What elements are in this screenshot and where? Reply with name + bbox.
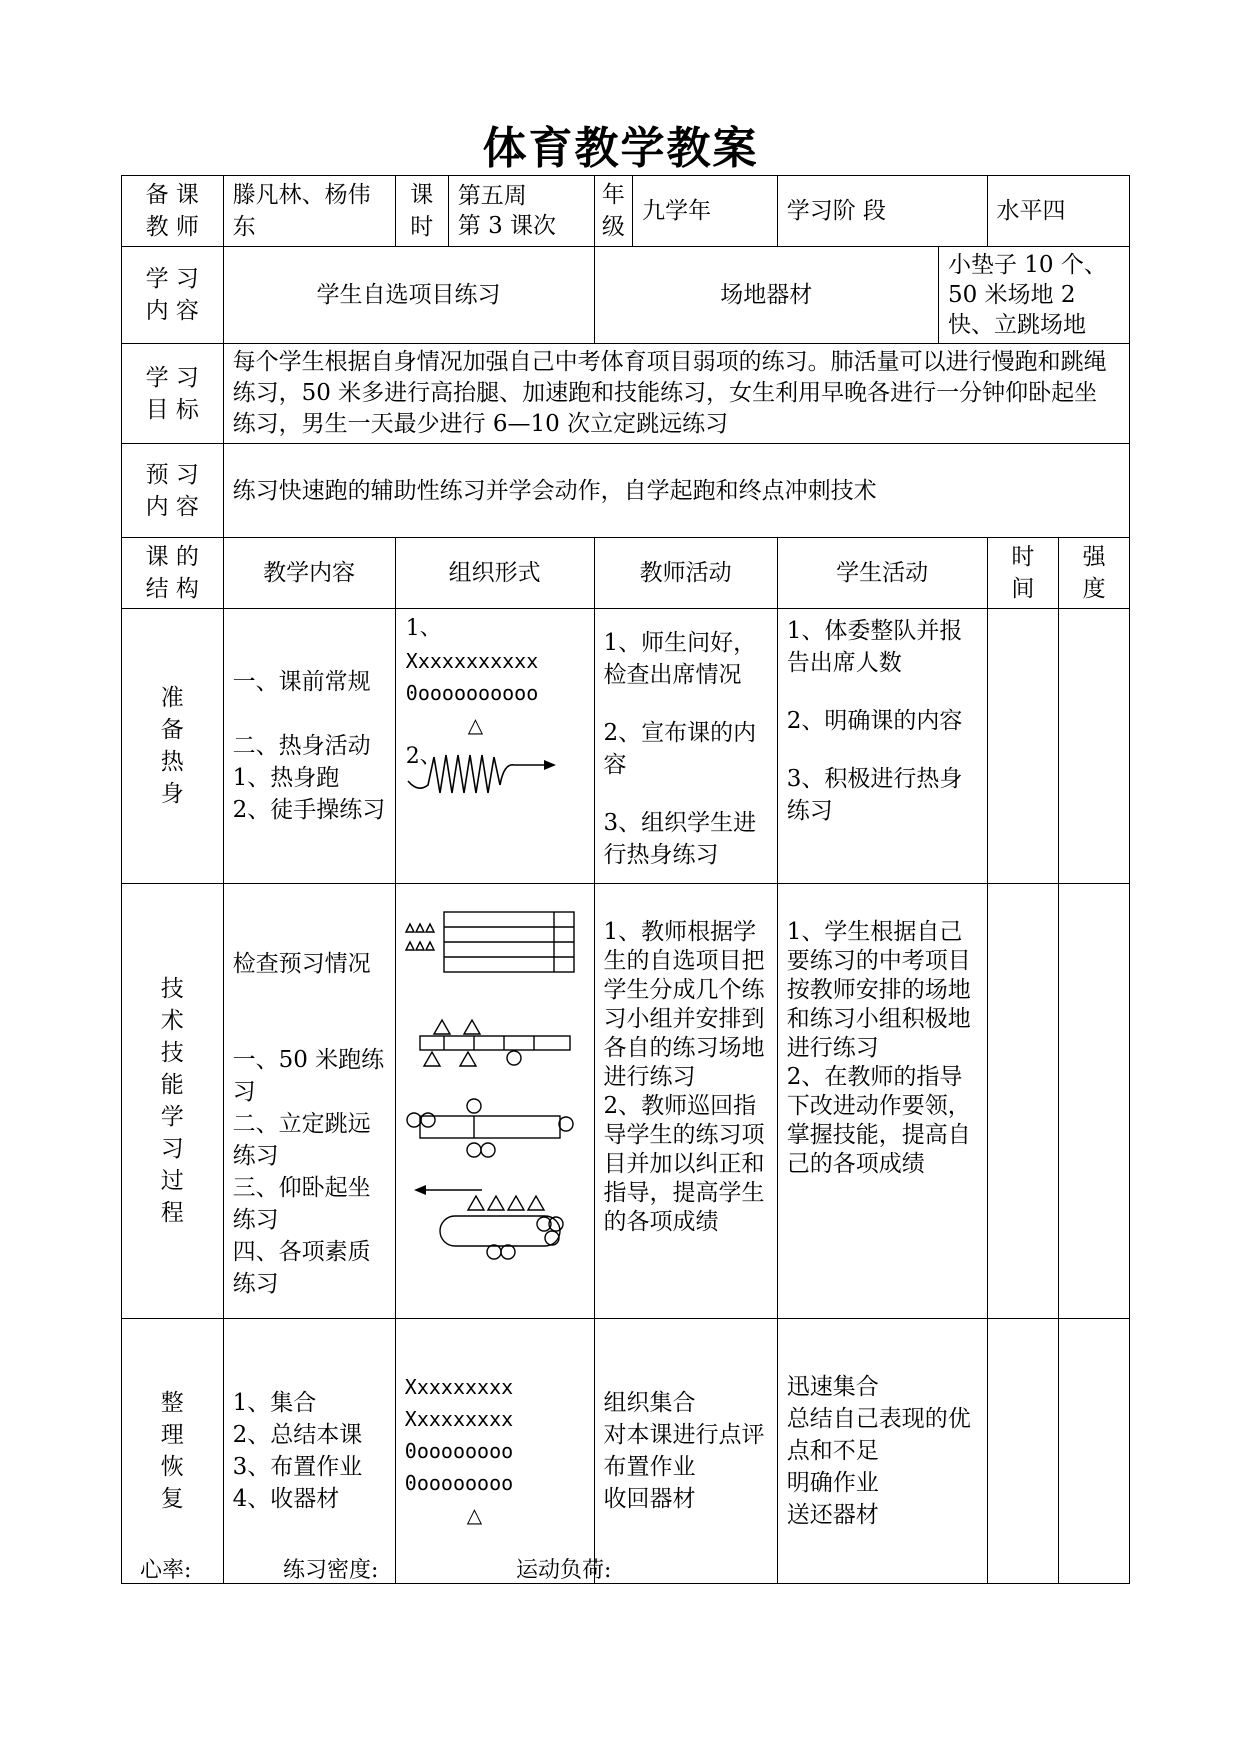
goal-label: 学 习 目 标 (122, 344, 224, 444)
content-label: 学 习 内 容 (122, 247, 224, 344)
col-time-header: 时 间 (987, 538, 1059, 609)
structure-label: 课 的 结 构 (122, 538, 224, 609)
grade-value: 九学年 (633, 176, 778, 247)
period-value: 第五周 第 3 课次 (448, 176, 594, 247)
cooldown-intensity (1059, 1319, 1130, 1584)
skill-student: 1、学生根据自己要练习的中考项目按教师安排的场地和练习小组积极地进行练习 2、在教师的指导下改进动作要领，掌握技能，提高自己的各项成绩 (777, 884, 987, 1319)
warmup-student: 1、体委整队并报告出席人数 2、明确课的内容 3、积极进行热身练习 (777, 609, 987, 884)
load-label: 运动负荷: (516, 1558, 612, 1583)
preview-row (122, 444, 1130, 538)
col-content-header: 教学内容 (223, 538, 395, 609)
skill-teacher: 1、教师根据学生的自选项目把学生分成几个练习小组并安排到各自的练习场地进行练习 2、教师巡回指导学生的练习项目并加以纠正和指导，提高学生的各项成绩 (594, 884, 777, 1319)
cooldown-time (987, 1319, 1059, 1584)
period-label: 课时 (395, 176, 448, 247)
warmup-content: 一、课前常规 二、热身活动 1、热身跑 2、徒手操练习 (223, 609, 395, 884)
col-intensity-header: 强 度 (1059, 538, 1130, 609)
structure-header-row (122, 538, 1130, 609)
content-value: 学生自选项目练习 (223, 247, 594, 344)
warmup-teacher: 1、师生问好，检查出席情况 2、宣布课的内容 3、组织学生进行热身练习 (594, 609, 777, 884)
cooldown-student: 迅速集合 总结自己表现的优点和不足 明确作业 送还器材 (777, 1319, 987, 1584)
stage-value: 水平四 (987, 176, 1130, 247)
preview-value: 练习快速跑的辅助性练习并学会动作，自学起跑和终点冲刺技术 (223, 444, 1129, 538)
content-row (122, 247, 1130, 344)
skill-org (395, 884, 594, 1319)
header-row (122, 176, 1130, 247)
cooldown-content: 1、集合 2、总结本课 3、布置作业 4、收器材 (223, 1319, 395, 1584)
page-title: 体育教学教案 (482, 123, 759, 174)
density-label: 练习密度: (283, 1558, 379, 1583)
warmup-org: 1、 Xxxxxxxxxxx 0oooooooooo △ 2、 (395, 609, 594, 884)
goal-row (122, 344, 1130, 444)
skill-row (122, 884, 1130, 1319)
teacher-value: 滕凡林、杨伟东 (223, 176, 395, 247)
col-teacher-header: 教师活动 (594, 538, 777, 609)
goal-value: 每个学生根据自身情况加强自己中考体育项目弱项的练习。肺活量可以进行慢跑和跳绳练习，50 米多进行高抬腿、加速跑和技能练习，女生利用早晚各进行一分钟仰卧起坐练习，男生一天最少进行 6—10 次立定跳远练习 (223, 344, 1129, 444)
skill-time (987, 884, 1059, 1319)
stage-label: 学习阶 段 (777, 176, 987, 247)
footer (140, 1553, 611, 1584)
lesson-plan-table (121, 175, 1130, 1584)
cooldown-org: Xxxxxxxxx Xxxxxxxxx 0oooooooo 0oooooooo △ (395, 1319, 594, 1584)
cooldown-row (122, 1319, 1130, 1584)
grade-label: 年 级 (594, 176, 633, 247)
skill-label: 技 术 技 能 学 习 过 程 (122, 884, 224, 1319)
warmup-label: 准 备 热 身 (122, 609, 224, 884)
col-student-header: 学生活动 (777, 538, 987, 609)
heart-rate-label: 心率: (140, 1558, 192, 1583)
equipment-value: 小垫子 10 个、50 米场地 2 快、立跳场地 (938, 247, 1129, 344)
skill-intensity (1059, 884, 1130, 1319)
practice-field-diagram (404, 906, 604, 1286)
warmup-intensity (1059, 609, 1130, 884)
preview-label: 预 习 内 容 (122, 444, 224, 538)
warmup-time (987, 609, 1059, 884)
col-org-header: 组织形式 (395, 538, 594, 609)
skill-content: 检查预习情况 一、50 米跑练习 二、立定跳远练习 三、仰卧起坐练习 四、各项素质练习 (223, 884, 395, 1319)
cooldown-label: 整 理 恢 复 (122, 1319, 224, 1584)
warmup-row (122, 609, 1130, 884)
equipment-label: 场地器材 (594, 247, 938, 344)
cooldown-teacher: 组织集合 对本课进行点评 布置作业 收回器材 (594, 1319, 777, 1584)
teacher-label: 备 课 教 师 (122, 176, 224, 247)
